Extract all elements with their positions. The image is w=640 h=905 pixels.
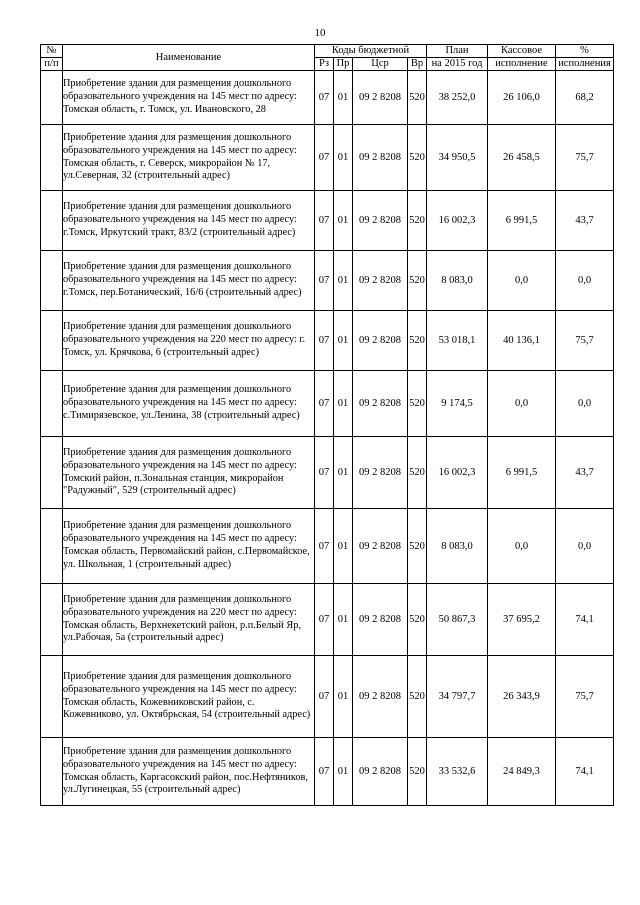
row-csr: 09 2 8208 [353,311,408,371]
header-plan: План [427,45,488,58]
row-vr: 520 [408,656,427,738]
table-row [41,311,614,371]
row-pr: 01 [334,509,353,584]
table-row [41,509,614,584]
row-num [41,311,63,371]
row-csr: 09 2 8208 [353,191,408,251]
row-name: Приобретение здания для размещения дошкольного образовательного учреждения на 145 мест по адресу: Томская область, г. Томск, ул. Ивановского, 28 [63,71,315,125]
row-cash: 37 695,2 [488,584,556,656]
row-num [41,738,63,806]
table-row [41,251,614,311]
row-plan: 16 002,3 [427,437,488,509]
row-rz: 07 [315,71,334,125]
row-num [41,509,63,584]
table-row [41,371,614,437]
row-percent: 74,1 [556,584,614,656]
row-rz: 07 [315,371,334,437]
row-plan: 34 797,7 [427,656,488,738]
row-plan: 33 532,6 [427,738,488,806]
row-vr: 520 [408,437,427,509]
header-name: Наименование [63,45,315,71]
row-rz: 07 [315,125,334,191]
row-rz: 07 [315,437,334,509]
header-pr: Пр [334,58,353,71]
table-row [41,584,614,656]
row-cash: 6 991,5 [488,191,556,251]
table-row [41,738,614,806]
row-cash: 6 991,5 [488,437,556,509]
row-vr: 520 [408,125,427,191]
row-csr: 09 2 8208 [353,738,408,806]
row-pr: 01 [334,371,353,437]
row-pr: 01 [334,125,353,191]
row-name: Приобретение здания для размещения дошкольного образовательного учреждения на 145 мест по адресу: г.Томск, Иркутский тракт, 83/2 (строительный адрес) [63,191,315,251]
page-number: 10 [314,27,326,39]
row-rz: 07 [315,251,334,311]
row-csr: 09 2 8208 [353,584,408,656]
row-cash: 40 136,1 [488,311,556,371]
row-num [41,71,63,125]
row-name: Приобретение здания для размещения дошкольного образовательного учреждения на 145 мест по адресу: с.Тимирязевское, ул.Ленина, 38 (строительный адрес) [63,371,315,437]
row-csr: 09 2 8208 [353,656,408,738]
table-row [41,125,614,191]
row-plan: 8 083,0 [427,251,488,311]
table-row [41,191,614,251]
row-cash: 26 343,9 [488,656,556,738]
row-cash: 0,0 [488,371,556,437]
row-percent: 43,7 [556,437,614,509]
row-percent: 75,7 [556,656,614,738]
row-plan: 8 083,0 [427,509,488,584]
row-percent: 74,1 [556,738,614,806]
row-name: Приобретение здания для размещения дошкольного образовательного учреждения на 145 мест по адресу: Томская область, Каргасокский район, пос.Нефтяников, ул.Лугинецкая, 55 (строительный адрес) [63,738,315,806]
row-vr: 520 [408,738,427,806]
row-csr: 09 2 8208 [353,509,408,584]
row-vr: 520 [408,71,427,125]
row-percent: 75,7 [556,311,614,371]
row-rz: 07 [315,738,334,806]
row-pr: 01 [334,191,353,251]
row-plan: 16 002,3 [427,191,488,251]
table-header [41,45,614,71]
row-num [41,656,63,738]
row-pr: 01 [334,738,353,806]
row-name: Приобретение здания для размещения дошкольного образовательного учреждения на 220 мест по адресу: г. Томск, ул. Крячкова, 6 (строительный адрес) [63,311,315,371]
row-num [41,584,63,656]
row-csr: 09 2 8208 [353,251,408,311]
row-csr: 09 2 8208 [353,125,408,191]
row-pr: 01 [334,311,353,371]
header-cash-sub: исполнение [488,58,556,71]
row-num [41,191,63,251]
row-vr: 520 [408,311,427,371]
row-plan: 50 867,3 [427,584,488,656]
row-pr: 01 [334,251,353,311]
header-plan-sub: на 2015 год [427,58,488,71]
header-codes: Коды бюджетной [315,45,427,58]
row-num [41,251,63,311]
row-vr: 520 [408,251,427,311]
row-num [41,437,63,509]
row-percent: 0,0 [556,509,614,584]
header-cash: Кассовое [488,45,556,58]
row-percent: 0,0 [556,371,614,437]
row-percent: 0,0 [556,251,614,311]
row-pr: 01 [334,656,353,738]
row-num [41,371,63,437]
row-plan: 9 174,5 [427,371,488,437]
row-vr: 520 [408,191,427,251]
row-cash: 26 106,0 [488,71,556,125]
row-name: Приобретение здания для размещения дошкольного образовательного учреждения на 145 мест по адресу: Томская область, Первомайский район, с.Первомайское, ул. Школьная, 1 (строительный адрес) [63,509,315,584]
row-percent: 43,7 [556,191,614,251]
header-rz: Рз [315,58,334,71]
row-csr: 09 2 8208 [353,437,408,509]
row-rz: 07 [315,584,334,656]
row-plan: 53 018,1 [427,311,488,371]
row-cash: 24 849,3 [488,738,556,806]
row-name: Приобретение здания для размещения дошкольного образовательного учреждения на 145 мест по адресу: г.Томск, пер.Ботанический, 16/6 (строительный адрес) [63,251,315,311]
row-vr: 520 [408,371,427,437]
row-pr: 01 [334,71,353,125]
header-vr: Вр [408,58,427,71]
row-name: Приобретение здания для размещения дошкольного образовательного учреждения на 220 мест по адресу: Томская область, Верхнекетский район, р.п.Белый Яр, ул.Рабочая, 5а (строительный адрес) [63,584,315,656]
row-name: Приобретение здания для размещения дошкольного образовательного учреждения на 145 мест по адресу: Томский район, п.Зональная станция, микрорайон "Радужный", 529 (строительный адрес) [63,437,315,509]
row-rz: 07 [315,509,334,584]
row-rz: 07 [315,656,334,738]
table-row [41,437,614,509]
row-cash: 26 458,5 [488,125,556,191]
row-vr: 520 [408,584,427,656]
header-percent-sub: исполнения [556,58,614,71]
row-name: Приобретение здания для размещения дошкольного образовательного учреждения на 145 мест по адресу: Томская область, Кожевниковский район, с. Кожевниково, ул. Октябрьская, 54 (строительный адрес) [63,656,315,738]
row-csr: 09 2 8208 [353,371,408,437]
budget-table [40,44,614,806]
row-pr: 01 [334,437,353,509]
header-num-sub: п/п [41,58,63,71]
row-rz: 07 [315,311,334,371]
row-percent: 75,7 [556,125,614,191]
table-row [41,71,614,125]
row-num [41,125,63,191]
row-plan: 34 950,5 [427,125,488,191]
row-rz: 07 [315,191,334,251]
row-name: Приобретение здания для размещения дошкольного образовательного учреждения на 145 мест по адресу: Томская область, г. Северск, микрорайон № 17, ул.Северная, 32 (строительный адрес) [63,125,315,191]
row-percent: 68,2 [556,71,614,125]
table-body [41,71,614,806]
row-vr: 520 [408,509,427,584]
header-percent: % [556,45,614,58]
row-plan: 38 252,0 [427,71,488,125]
table-row [41,656,614,738]
row-pr: 01 [334,584,353,656]
row-cash: 0,0 [488,509,556,584]
header-csr: Цср [353,58,408,71]
row-csr: 09 2 8208 [353,71,408,125]
header-num: № [41,45,63,58]
row-cash: 0,0 [488,251,556,311]
